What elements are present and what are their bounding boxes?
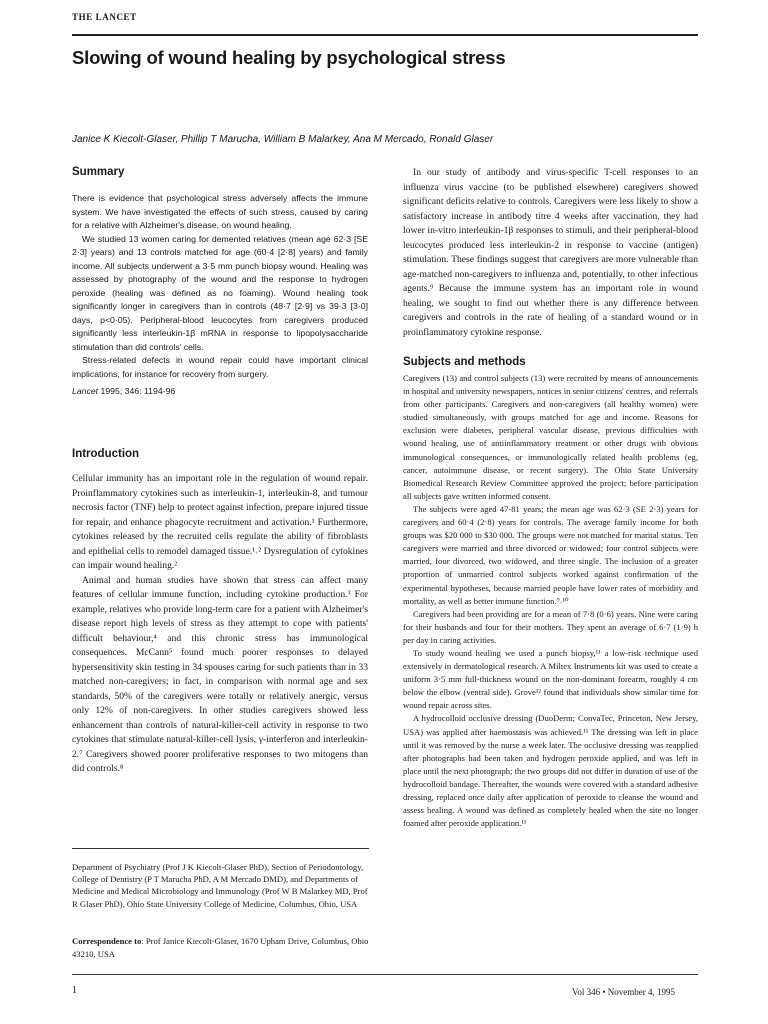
introduction-paragraph-2: Animal and human studies have shown that stress can affect many features of cellular immune function, including cytokine production.³ For example, relatives who provide long-term care for a patient with Alzheimer's disease report high levels of stress as they attempt to cope with patients' difficult behaviour,⁴ and this chronic stress has immunological consequences. McCann⁵ found much poorer responses to delayed hypersensitivity skin testing in 34 spouses caring for such patients than in 33 matched non-caregivers; in fact, in comparison with normal age and sex standards, 50% of the caregivers were totally or relatively anergic, versus only 12% of non-caregivers. In other studies caregivers showed less enhancement than controls of natural-killer-cell activity in response to two cytokines that stimulate natural-killer-cell lysis, γ-interferon and interleukin-2.⁷ Caregivers showed poorer proliferative responses to two mitogens than did controls.⁸ <box>72 574 368 774</box>
page-number: 1 <box>72 985 77 996</box>
correspondence-label: Correspondence to <box>72 936 142 946</box>
methods-paragraph-3: Caregivers had been providing are for a mean of 7·8 (0·6) years. Nine were caring for their husbands and four for their mothers. They spent an average of 6·7 (1·9) h per day in caring activities. <box>403 608 698 645</box>
summary-citation <box>72 385 368 399</box>
summary-paragraph-3: Stress-related defects in wound repair could have important clinical implications, for instance for recovery from surgery. <box>72 355 368 379</box>
methods-paragraph-4: To study wound healing we used a punch biopsy,¹¹ a low-risk technique used extensively in dermatological research. A Miltex Instruments kit was used to create a uniform 3·5 mm full-thickness wound on the non-dominant forearm, roughly 4 cm below the elbow (ventral side). Grove¹² found that individuals show similar time for wound repair across sites. <box>403 647 698 711</box>
citation-details: 1995; 346: 1194-96 <box>100 386 176 396</box>
introduction-section <box>72 448 368 777</box>
correspondence-text: : Prof Janice Kiecolt-Glaser, 1670 Upham Drive, Columbus, Ohio 43210, USA <box>72 936 369 959</box>
right-column <box>403 166 698 830</box>
volume-info: Vol 346 • November 4, 1995 <box>572 987 675 997</box>
citation-journal: Lancet <box>72 386 99 396</box>
introduction-heading: Introduction <box>72 448 140 460</box>
correspondence-address <box>72 935 369 960</box>
summary-paragraph-2: We studied 13 women caring for demented relatives (mean age 62·3 [SE 2·3] years) and 13 controls matched for age (60·4 [2·8] years) and family income. All subjects underwent a 3·5 mm punch biopsy wound. Healing was assessed by photography of the wound and the response to hydrogen peroxide (healing was defined as no foaming). Wound healing took significantly longer in caregivers than in controls (48·7 [2·9] vs 39·3 [3·0] days, p<0·05). Peripheral-blood leucocytes from caregivers produced significantly less interleukin-1β mRNA in response to lipopolysaccharide stimulation than did controls' cells. <box>72 233 368 352</box>
summary-section <box>72 166 368 399</box>
author-list: Janice K Kiecolt-Glaser, Phillip T Marucha, William B Malarkey, Ana M Mercado, Ronald Glaser <box>72 134 494 145</box>
affiliation-rule <box>72 848 369 849</box>
footer-rule <box>72 974 698 975</box>
summary-heading: Summary <box>72 166 125 178</box>
methods-paragraph-5: A hydrocolloid occlusive dressing (DuoDerm; ConvaTec, Princeton, New Jersey, USA) was applied after haemostasis was achieved.¹¹ The dressing was left in place until it was removed by the nurse a week later. The occlusive dressing was reapplied after photographs had been taken and hydrogen peroxide applied, and was left in place until the next photograph; the two groups did not differ in duration of use of the hydrocolloid bandage. Thereafter, the wounds were covered with a standard adhesive dressing, replaced once daily after application of peroxide to cleanse the wound and assess healing. A wound was defined as completely healed when the site no longer foamed after peroxide application.¹¹ <box>403 713 698 829</box>
summary-paragraph-1: There is evidence that psychological stress adversely affects the immune system. We have investigated the effects of such stress, caused by caring for a relative with Alzheimer's disease, on wound healing. <box>72 193 368 230</box>
introduction-paragraph-1: Cellular immunity has an important role in the regulation of wound repair. Proinflammatory cytokines such as interleukin-1, interleukin-8, and tumour necrosis factor (TNF) help to protect against infection, prepare injured tissue for repair, and enhance phagocyte recruitment and activation.¹ Furthermore, cytokines released by the recruited cells regulate the ability of fibroblasts and epithelial cells to remodel damaged tissue.¹˒² Dysregulation of cytokines can impair wound healing.² <box>72 473 368 571</box>
methods-paragraph-1: Caregivers (13) and control subjects (13) were recruited by means of announcements in hospital and university newspapers, notices in senior citizens' centres, and referrals from other participants. Caregivers and non-caregivers (all healthy women) were studied simultaneously, with groups matched for age and income. Reasons for exclusion were diabetes, peripheral vascular disease, previous difficulties with wound healing, use of antiinflammatory treatment or other drugs with obvious immunological consequences, or immunologically related health problems (eg, cancer, autoimmune disease, or recent surgery). The Ohio State University Biomedical Research Review Committee approved the project; before participation all subjects gave written informed consent. <box>403 373 698 501</box>
methods-paragraph-2: The subjects were aged 47-81 years; the mean age was 62·3 (SE 2·3) years for caregivers and 60·4 (2·8) years for controls. The average family income for both groups was $20 000 to $30 000. The groups were not matched for marital status. Ten caregivers were married and three divorced or widowed; four control subjects were married, four divorced, two widowed, and three single. The inclusion of a greater proportion of unmarried control subjects worked against confirmation of the experimental hypotheses, because married people have lower rates of morbidity and mortality, as well as better immune function.⁹˒¹⁰ <box>403 503 698 606</box>
article-title: Slowing of wound healing by psychological stress <box>72 47 506 68</box>
methods-heading: Subjects and methods <box>403 356 526 368</box>
intro-continuation-paragraph: In our study of antibody and virus-specific T-cell responses to an influenza virus vaccine (to be published elsewhere) caregivers showed significant deficits relative to controls. Caregivers were less likely to show a satisfactory increase in antibody titre 4 weeks after vaccination, they had lower in-vitro interleukin-1β responses to stimuli, and their peripheral-blood leucocytes produced less interleukin-2 in response to vaccine (antigen) stimulation. These findings suggest that caregivers are more vulnerable than age-matched non-caregivers to influenza and, potentially, to other infectious agents.⁹ Because the immune system has an important role in wound healing, we sought to find out whether there is any difference between caregivers and controls in the rate of healing of a standard wound or in proinflammatory cytokine response. <box>403 167 698 338</box>
header-rule <box>72 34 698 36</box>
author-affiliations: Department of Psychiatry (Prof J K Kiecolt-Glaser PhD), Section of Periodontology, College of Dentistry (P T Marucha PhD, A M Mercado DMD), and Departments of Medicine and Medical Microbiology and Immunology (Prof W B Malarkey MD, Prof R Glaser PhD), Ohio State University College of Medicine, Columbus, Ohio, USA <box>72 862 368 909</box>
journal-name: THE LANCET <box>72 12 137 22</box>
